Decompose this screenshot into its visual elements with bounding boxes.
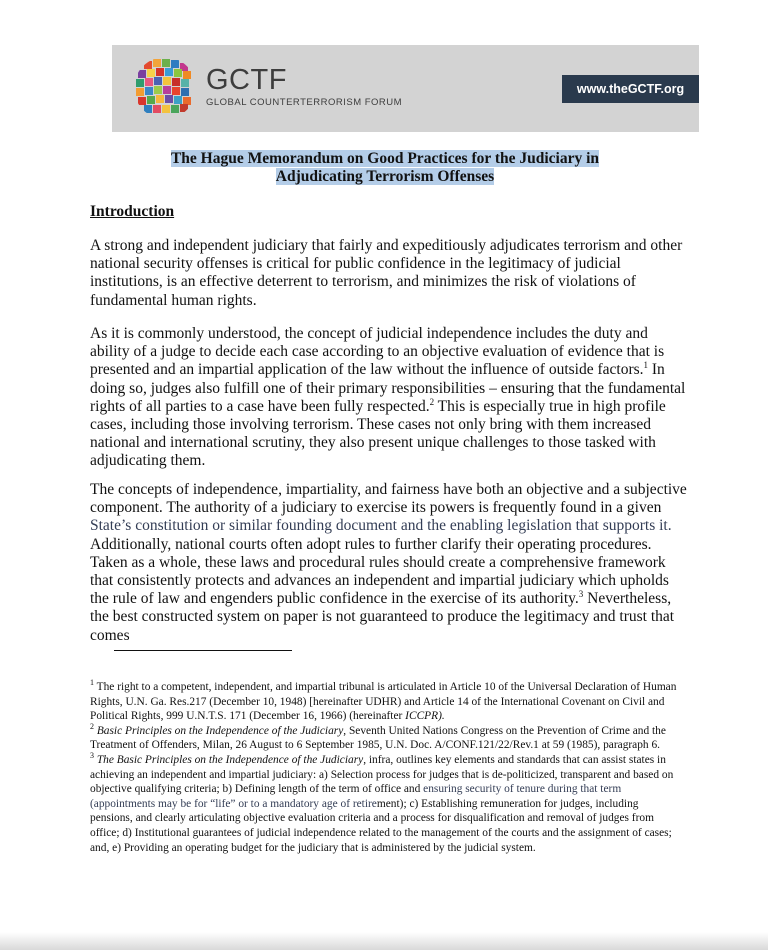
footnote-separator [114, 650, 292, 651]
footnote-1-italic: ICCPR). [405, 710, 445, 723]
paragraph-1: A strong and independent judiciary that fairly and expeditiously adjudicates terrorism and other national security offenses is critical for public confidence in the legitimacy of judicial institutions, is an effective deterrent to terrorism, and minimizes the risk of violations of fundamental human rights. [90, 237, 683, 309]
footnote-3-italic: The Basic Principles on the Independence of the Judiciary [94, 753, 364, 766]
page-bottom-shadow [0, 932, 768, 950]
footnote-ref-2[interactable]: 2 [429, 396, 435, 407]
footnote-1-number: 1 [90, 678, 94, 688]
footnote-2-number: 2 [90, 721, 94, 731]
paragraph-2-text-b: In doing so, judges also fulfill one of their primary responsibilities – ensuring that the fundamental rights of all parties to a case have been fully respected. [90, 361, 686, 415]
paragraph-2 [90, 325, 690, 471]
paragraph-3-text-b: Additionally, national courts often adopt rules to further clarify their operating procedures. Taken as a whole, these laws and procedural rules should create a comprehensive framework that consistently protects and advances an independent and impartial judiciary which upholds the rule of law and engenders public confidence in the exercise of its authority. [90, 535, 669, 608]
paragraph-2-text-a: As it is commonly understood, the concept of judicial independence includes the duty and ability of a judge to decide each case according to an objective evaluation of evidence that is presented and an impartial application of the law without the influence of outside factors. [90, 325, 665, 379]
paragraph-3 [90, 481, 690, 645]
footnote-ref-3[interactable]: 3 [578, 589, 584, 600]
brand-block [206, 65, 402, 108]
website-url-link[interactable]: www.theGCTF.org [562, 75, 699, 103]
paragraph-3-text-faded: State’s constitution or similar founding document and the enabling legislation that supports it. [90, 517, 672, 535]
footnote-2 [90, 721, 684, 753]
footnote-2-text: , Seventh United Nations Congress on the Prevention of Crime and the Treatment of Offenders, Milan, 26 August to 6 September 1985, U.N. Doc. A/CONF.121/22/Rev.1 at 59 (1985), paragraph 6. [90, 724, 666, 752]
footnote-3-number: 3 [90, 751, 94, 761]
brand-name: GCTF [206, 64, 287, 96]
footnote-2-italic: Basic Principles on the Independence of the Judiciary [94, 724, 344, 737]
paragraph-2-text-c: This is especially true in high profile cases, including those involving terrorism. These cases not only bring with them increased national and international scrutiny, they also present unique challenges to those tasked with adjudicating them. [90, 397, 666, 470]
title-line-2: Adjudicating Terrorism Offenses [275, 168, 495, 185]
header-banner [112, 45, 699, 132]
title-line-1: The Hague Memorandum on Good Practices for the Judiciary in [170, 150, 600, 167]
paragraph-3-text-c: Nevertheless, the best constructed system on paper is not guaranteed to produce the legitimacy and trust that comes [90, 590, 675, 644]
document-title [90, 150, 680, 186]
footnote-1-text: The right to a competent, independent, and impartial tribunal is articulated in Article 10 of the Universal Declaration of Human Rights, U.N. Ga. Res.217 (December 10, 1948) [hereinafter UDHR) and Article 14 of the International Covenant on Civil and Political Rights, 999 U.N.T.S. 171 (December 16, 1966) (hereinafter [90, 681, 677, 723]
paragraph-3-text-a: The concepts of independence, impartiality, and fairness have both an objective and a subjective component. The authority of a judiciary to exercise its powers is frequently found in a given [90, 481, 687, 517]
footnote-1 [90, 680, 684, 724]
footnote-3-text-a: , infra, outlines key elements and standards that can assist states in achieving an independent and impartial judiciary: a) Selection process for judges that is de-politicized, transparent and based on objective qualifying criteria; b) Defining length of the term of office and [90, 753, 674, 796]
brand-subtitle: GLOBAL COUNTERTERRORISM FORUM [206, 97, 403, 108]
footnotes [90, 680, 684, 855]
gctf-globe-logo-icon [134, 57, 196, 119]
footnote-3-text-faded: ensuring security of tenure during that term (appointments may be for “life” or to a mandatory age of retire [90, 783, 622, 810]
footnote-3 [90, 753, 684, 855]
footnote-3-text-b: ment); c) Establishing remuneration for judges, including pensions, and clearly articulating objective evaluation criteria and a process for disqualification and removal of judges from office; d) Institutional guarantees of judicial independence related to the management of the courts and the assignment of cases; and, e) Providing an operating budget for the judiciary that is administered by the judicial system. [90, 797, 672, 854]
section-heading: Introduction [90, 203, 175, 220]
footnote-ref-1[interactable]: 1 [643, 360, 649, 371]
